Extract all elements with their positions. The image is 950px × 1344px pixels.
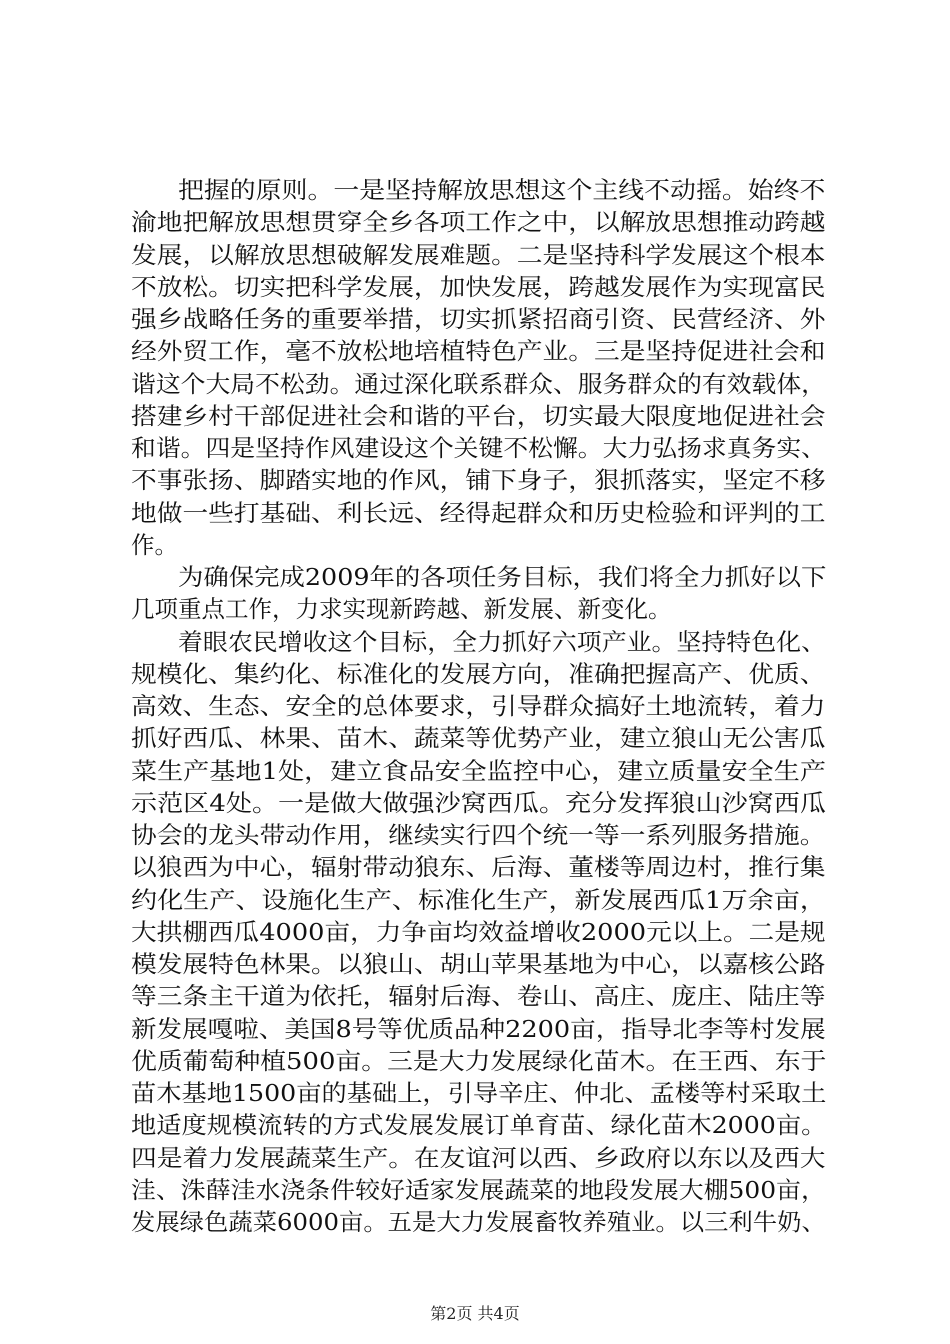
body-line: 地适度规模流转的方式发展发展订单育苗、绿化苗木2000亩。	[131, 1111, 827, 1139]
body-line: 协会的龙头带动作用，继续实行四个统一等一系列服务措施。	[131, 821, 826, 849]
body-line: 洼、洙薛洼水浇条件较好适家发展蔬菜的地段发展大棚500亩，	[131, 1176, 826, 1204]
body-line: 优质葡萄种植500亩。三是大力发展绿化苗木。在王西、东于	[131, 1047, 827, 1075]
body-line: 菜生产基地1处，建立食品安全监控中心，建立质量安全生产	[131, 757, 826, 785]
body-line: 搭建乡村干部促进社会和谐的平台，切实最大限度地促进社会	[131, 402, 826, 430]
body-line: 强乡战略任务的重要举措，切实抓紧招商引资、民营经济、外	[131, 305, 826, 333]
body-line: 渝地把解放思想贯穿全乡各项工作之中，以解放思想推动跨越	[131, 208, 826, 236]
body-line: 苗木基地1500亩的基础上，引导辛庄、仲北、孟楼等村采取土	[131, 1079, 827, 1107]
body-line: 谐这个大局不松劲。通过深化联系群众、服务群众的有效载体，	[131, 370, 826, 398]
body-line: 模发展特色林果。以狼山、胡山苹果基地为中心，以嘉核公路	[131, 950, 826, 978]
body-line: 以狼西为中心，辐射带动狼东、后海、董楼等周边村，推行集	[131, 853, 826, 881]
body-line: 约化生产、设施化生产、标准化生产，新发展西瓜1万余亩，	[131, 886, 826, 914]
body-line: 四是着力发展蔬菜生产。在友谊河以西、乡政府以东以及西大	[131, 1144, 826, 1172]
body-line: 发展，以解放思想破解发展难题。二是坚持科学发展这个根本	[131, 241, 826, 269]
body-line: 示范区4处。一是做大做强沙窝西瓜。充分发挥狼山沙窝西瓜	[131, 789, 826, 817]
body-line: 几项重点工作，力求实现新跨越、新发展、新变化。	[131, 595, 672, 623]
body-line: 着眼农民增收这个目标，全力抓好六项产业。坚持特色化、	[178, 628, 826, 656]
body-line: 经外贸工作，毫不放松地培植特色产业。三是坚持促进社会和	[131, 337, 826, 365]
body-line: 作。	[131, 531, 178, 559]
body-line: 规模化、集约化、标准化的发展方向，准确把握高产、优质、	[131, 660, 826, 688]
body-line: 发展绿色蔬菜6000亩。五是大力发展畜牧养殖业。以三利牛奶、	[131, 1208, 826, 1236]
body-line: 抓好西瓜、林果、苗木、蔬菜等优势产业，建立狼山无公害瓜	[131, 724, 826, 752]
body-line: 地做一些打基础、利长远、经得起群众和历史检验和评判的工	[131, 499, 826, 527]
body-line: 不放松。切实把科学发展，加快发展，跨越发展作为实现富民	[131, 273, 826, 301]
body-line: 大拱棚西瓜4000亩，力争亩均效益增收2000元以上。二是规	[131, 918, 826, 946]
body-line: 不事张扬、脚踏实地的作风，铺下身子，狠抓落实，坚定不移	[131, 466, 826, 494]
body-line: 新发展嘎啦、美国8号等优质品种2200亩，指导北李等村发展	[131, 1015, 826, 1043]
body-line: 和谐。四是坚持作风建设这个关键不松懈。大力弘扬求真务实、	[131, 434, 826, 462]
body-line: 等三条主干道为依托，辐射后海、卷山、高庄、庞庄、陆庄等	[131, 982, 826, 1010]
body-line: 高效、生态、安全的总体要求，引导群众搞好土地流转，着力	[131, 692, 826, 720]
body-line: 把握的原则。一是坚持解放思想这个主线不动摇。始终不	[178, 176, 826, 204]
body-line: 为确保完成2009年的各项任务目标，我们将全力抓好以下	[178, 563, 827, 591]
page-footer: 第2页 共4页	[430, 1304, 520, 1323]
